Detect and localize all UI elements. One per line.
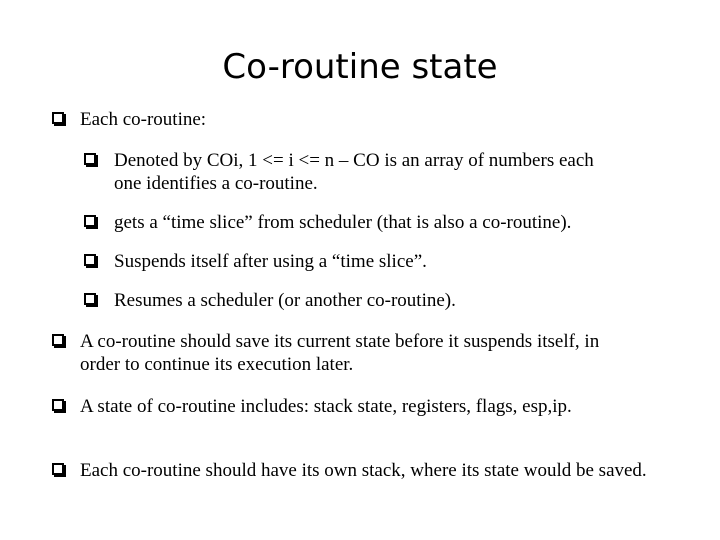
bullet-text: Each co-routine: bbox=[80, 109, 207, 130]
checkbox-bullet-icon bbox=[52, 112, 64, 124]
bullet-text: gets a “time slice” from scheduler (that is also a co-routine). bbox=[114, 212, 572, 233]
bullet-item bbox=[52, 459, 650, 482]
checkbox-bullet-icon bbox=[52, 334, 64, 346]
checkbox-bullet-icon bbox=[84, 215, 96, 227]
checkbox-bullet-icon bbox=[84, 293, 96, 305]
slide-title: Co-routine state bbox=[222, 47, 498, 87]
checkbox-bullet-icon bbox=[52, 399, 64, 411]
checkbox-bullet-icon bbox=[84, 254, 96, 266]
bullet-text: Suspends itself after using a “time slice”. bbox=[114, 251, 427, 272]
bullet-text: A state of co-routine includes: stack state, registers, flags, esp,ip. bbox=[80, 396, 572, 417]
bullet-item bbox=[52, 108, 700, 131]
checkbox-bullet-icon bbox=[84, 153, 96, 165]
bullet-text: Each co-routine should have its own stack, where its state would be saved. bbox=[80, 460, 647, 481]
bullet-text: A co-routine should save its current state before it suspends itself, in order to continue its execution later. bbox=[80, 331, 600, 375]
sub-bullet-item bbox=[84, 250, 694, 273]
checkbox-bullet-icon bbox=[52, 463, 64, 475]
bullet-text: Denoted by COi, 1 <= i <= n – CO is an array of numbers each one identifies a co-routine. bbox=[114, 150, 594, 194]
bullet-item bbox=[52, 395, 595, 418]
sub-bullet-item bbox=[84, 149, 624, 195]
bullet-item bbox=[52, 330, 620, 376]
bullet-text: Resumes a scheduler (or another co-routine). bbox=[114, 290, 456, 311]
sub-bullet-item bbox=[84, 289, 694, 312]
sub-bullet-item bbox=[84, 211, 694, 234]
